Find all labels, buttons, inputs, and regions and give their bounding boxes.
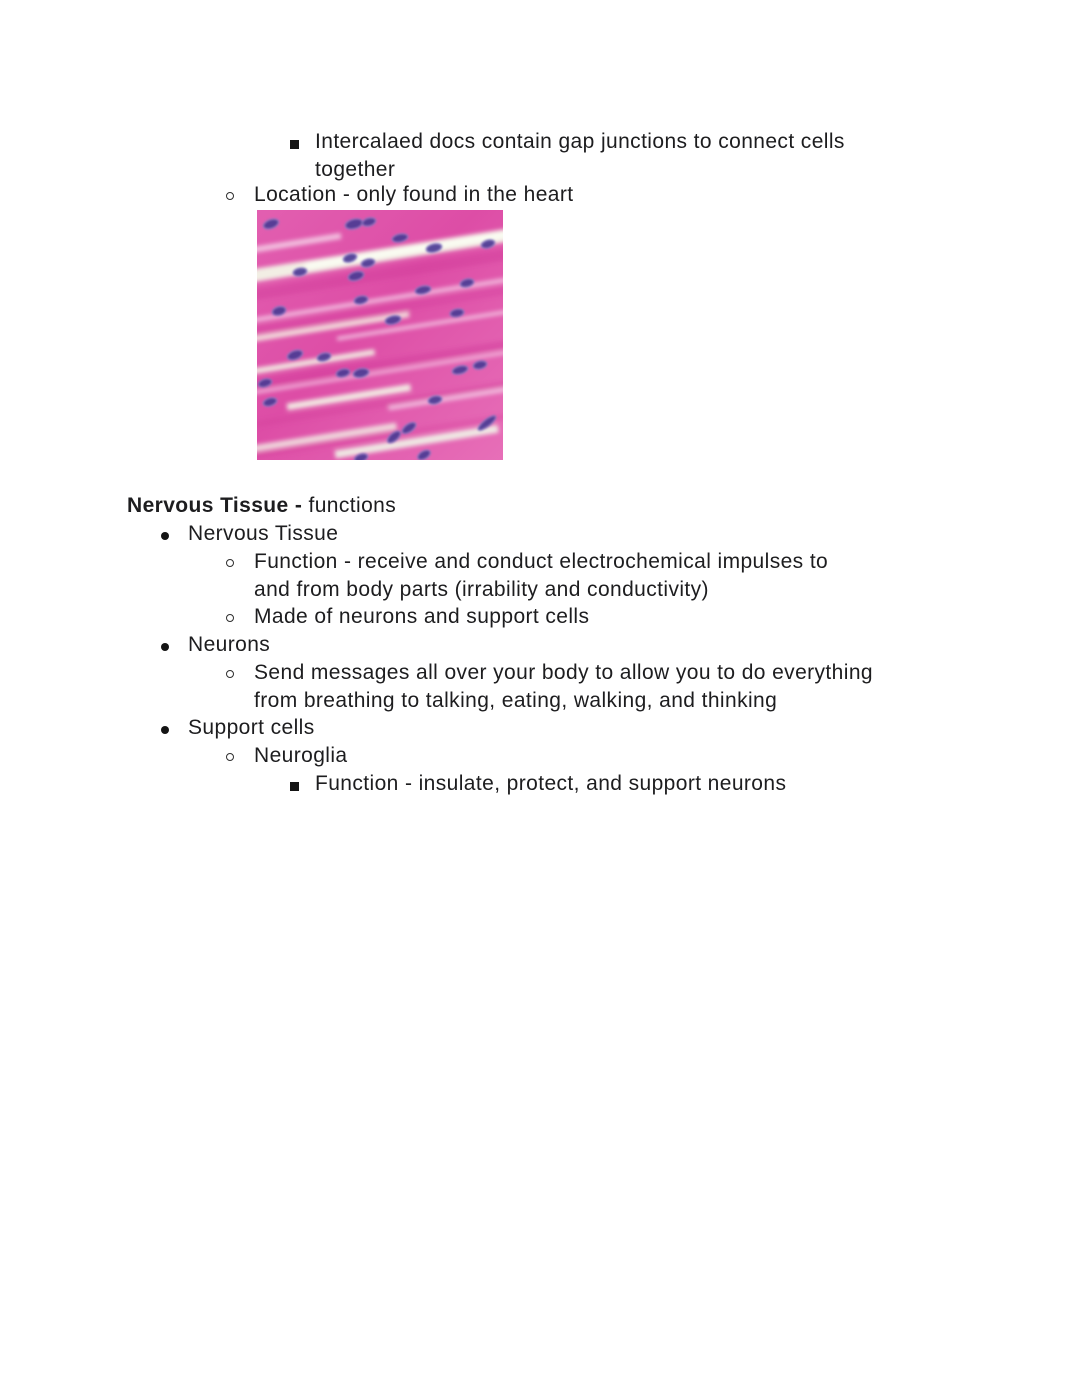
circle-bullet-icon bbox=[226, 753, 234, 761]
section-heading-regular: functions bbox=[302, 494, 397, 517]
list-item-text: Location - only found in the heart bbox=[254, 183, 574, 206]
circle-bullet-icon bbox=[226, 670, 234, 678]
circle-bullet-icon bbox=[226, 192, 234, 200]
section-heading bbox=[127, 492, 396, 520]
list-item-text: Function - receive and conduct electrochemical impulses to bbox=[254, 550, 829, 573]
list-item-text: together bbox=[315, 157, 396, 181]
square-bullet-icon bbox=[290, 782, 299, 791]
list-item bbox=[0, 128, 958, 183]
list-item-text: and from body parts (irrability and conductivity) bbox=[254, 577, 709, 601]
disc-bullet-icon bbox=[161, 643, 169, 651]
section-heading-bold: Nervous Tissue - bbox=[127, 494, 303, 517]
list-item bbox=[0, 520, 958, 548]
square-bullet-icon bbox=[290, 140, 299, 149]
disc-bullet-icon bbox=[161, 726, 169, 734]
list-item bbox=[0, 714, 958, 742]
list-item-text: Neuroglia bbox=[254, 744, 348, 767]
list-item-text: Neurons bbox=[188, 633, 271, 656]
list-item bbox=[0, 770, 958, 798]
list-item bbox=[0, 659, 958, 714]
list-item-text: Made of neurons and support cells bbox=[254, 605, 590, 628]
list-item-text: Function - insulate, protect, and support neurons bbox=[315, 772, 787, 795]
list-item-text: Send messages all over your body to allow you to do everything bbox=[254, 661, 873, 684]
list-item bbox=[0, 181, 958, 209]
disc-bullet-icon bbox=[161, 532, 169, 540]
list-item-text: Nervous Tissue bbox=[188, 522, 339, 545]
circle-bullet-icon bbox=[226, 614, 234, 622]
circle-bullet-icon bbox=[226, 559, 234, 567]
list-item-text: Intercalaed docs contain gap junctions to connect cells bbox=[315, 130, 845, 153]
list-item bbox=[0, 603, 958, 631]
list-item bbox=[0, 742, 958, 770]
list-item bbox=[0, 631, 958, 659]
list-item bbox=[0, 548, 958, 603]
cardiac-muscle-histology-image bbox=[257, 210, 503, 460]
list-item-text: from breathing to talking, eating, walking, and thinking bbox=[254, 688, 778, 712]
list-item-text: Support cells bbox=[188, 716, 315, 739]
